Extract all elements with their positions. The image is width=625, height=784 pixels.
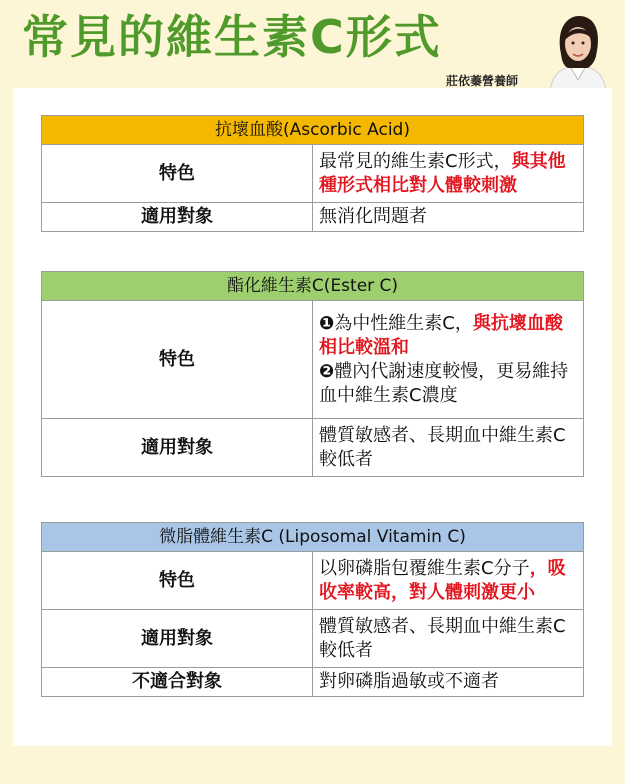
number-2-icon: ❷ (319, 360, 335, 382)
row-label: 適用對象 (42, 419, 313, 477)
table-header: 微脂體維生素C (Liposomal Vitamin C) (42, 523, 584, 552)
row-label: 特色 (42, 552, 313, 610)
list-item (319, 360, 577, 408)
table-row (42, 610, 584, 668)
row-value: 體質敏感者、長期血中維生素C較低者 (313, 610, 584, 668)
row-text: 最常見的維生素C形式， (319, 150, 512, 172)
avatar (544, 10, 612, 92)
table-ester-c (41, 271, 584, 477)
row-value (313, 301, 584, 419)
table-row (42, 668, 584, 697)
row-label: 不適合對象 (42, 668, 313, 697)
item-highlight: 與抗壞血酸相比較溫和 (319, 312, 563, 358)
author-name: 莊依蓁營養師 (446, 74, 519, 88)
table-header: 酯化維生素C(Ester C) (42, 272, 584, 301)
row-label: 特色 (42, 301, 313, 419)
row-value: 對卵磷脂過敏或不適者 (313, 668, 584, 697)
table-row (42, 552, 584, 610)
row-highlight: ，吸收率較高，對人體刺激更小 (319, 557, 566, 603)
item-text: 體內代謝速度較慢，更易維持血中維生素C濃度 (319, 360, 569, 406)
row-label: 適用對象 (42, 610, 313, 668)
row-value: 無消化問題者 (313, 203, 584, 232)
number-1-icon: ❶ (319, 312, 335, 334)
row-label: 特色 (42, 145, 313, 203)
table-row (42, 145, 584, 203)
row-label: 適用對象 (42, 203, 313, 232)
item-text: 為中性維生素C， (334, 312, 473, 334)
table-header: 抗壞血酸(Ascorbic Acid) (42, 116, 584, 145)
table-row (42, 419, 584, 477)
page-title: 常見的維生素C形式 (22, 10, 442, 64)
table-row (42, 301, 584, 419)
row-value (313, 552, 584, 610)
table-liposomal-vitamin-c (41, 522, 584, 697)
row-text: 以卵磷脂包覆維生素C分子 (319, 557, 530, 579)
list-item (319, 312, 577, 360)
table-ascorbic-acid (41, 115, 584, 232)
table-row (42, 203, 584, 232)
row-value: 體質敏感者、長期血中維生素C較低者 (313, 419, 584, 477)
row-highlight: 與其他種形式相比對人體較刺激 (319, 150, 566, 196)
row-value (313, 145, 584, 203)
